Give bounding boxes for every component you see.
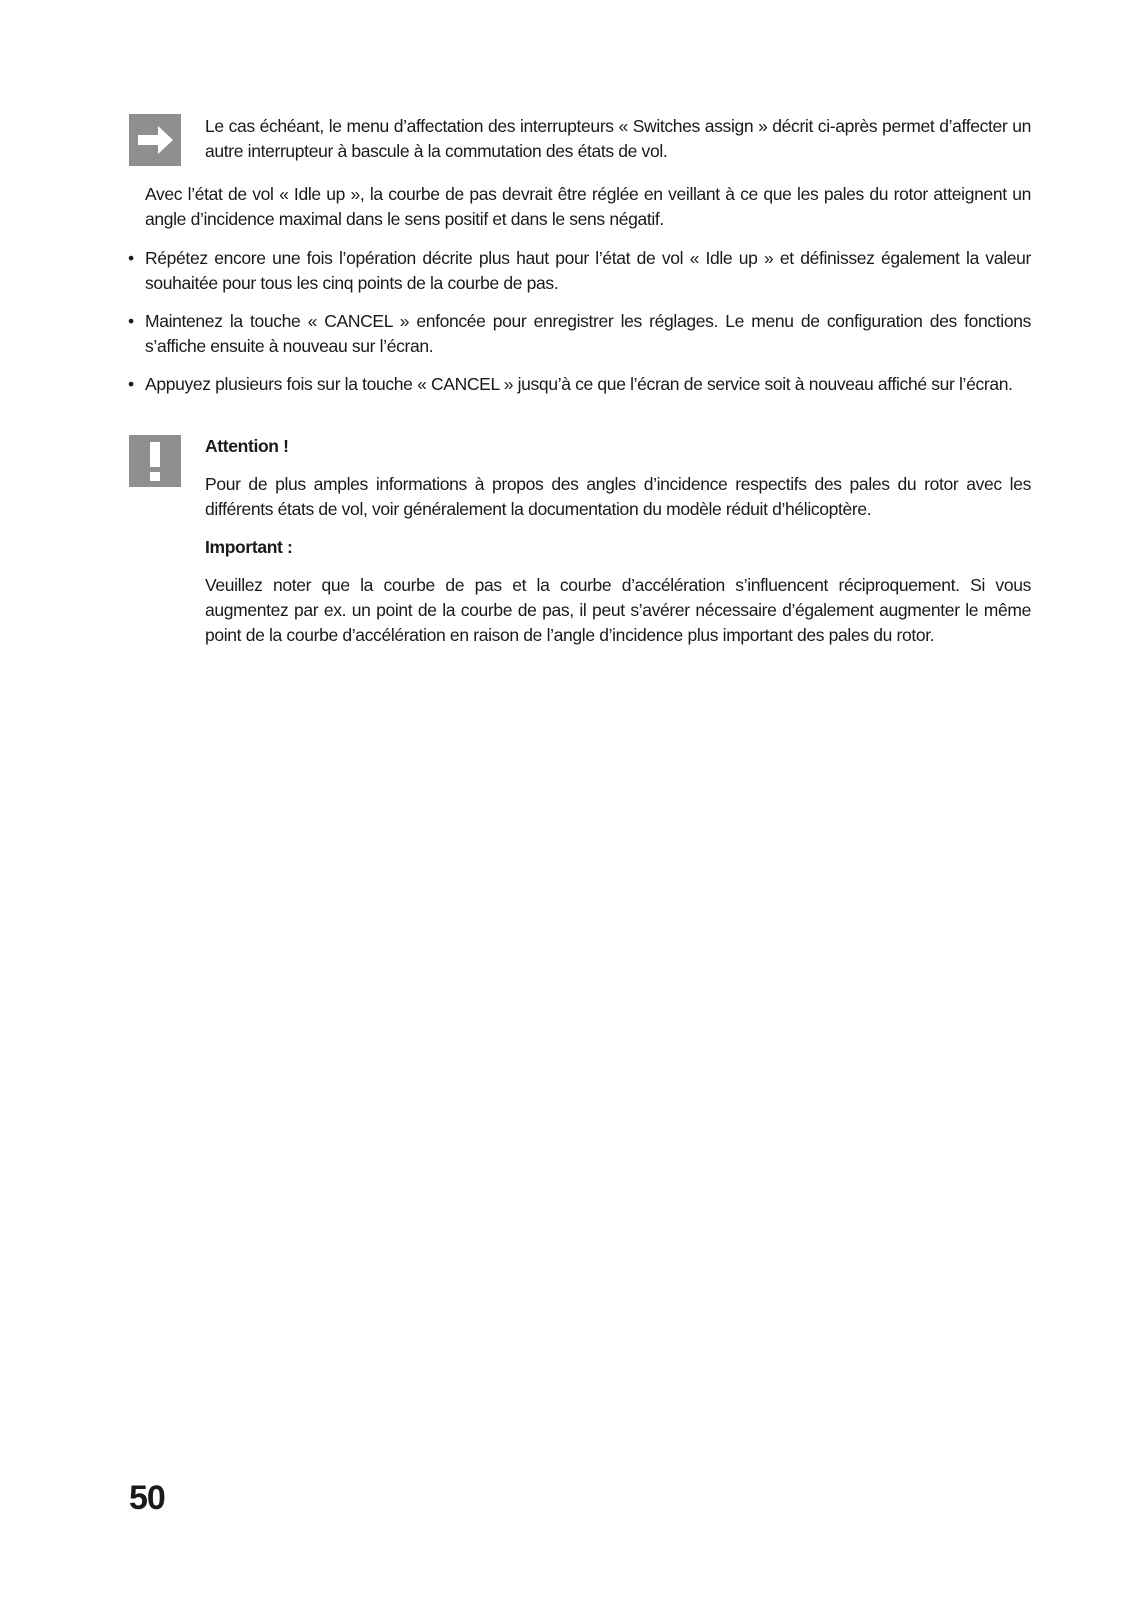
bullet-marker: • (128, 374, 135, 394)
intro-paragraph: Avec l’état de vol « Idle up », la courbe de pas devrait être réglée en veillant à ce que les pales du rotor atteignent un angle d’incidence maximal dans le sens positif et dans le sens négatif. (145, 184, 1031, 229)
bullet-marker: • (128, 311, 135, 331)
arrow-right-icon (129, 114, 181, 166)
list-item: Maintenez la touche « CANCEL » enfoncée pour enregistrer les réglages. Le menu de configuration des fonctions s’affiche ensuite à nouveau sur l’écran. (145, 311, 1031, 356)
important-heading: Important : (205, 537, 293, 557)
list-item: Répétez encore une fois l’opération décrite plus haut pour l’état de vol « Idle up » et définissez également la valeur souhaitée pour tous les cinq points de la courbe de pas. (145, 248, 1031, 293)
exclamation-icon (129, 435, 181, 487)
bullet-marker: • (128, 248, 135, 268)
important-text: Veuillez noter que la courbe de pas et la courbe d’accélération s’influencent réciproquement. Si vous augmentez par ex. un point de la courbe de pas, il peut s’avérer nécessaire d’également augmenter le même point de la courbe d’accélération en raison de l’angle d’incidence plus important des pales du rotor. (205, 575, 1031, 645)
note-text: Le cas échéant, le menu d’affectation des interrupteurs « Switches assign » décrit ci-après permet d’affecter un autre interrupteur à bascule à la commutation des états de vol. (205, 116, 1031, 161)
attention-text: Pour de plus amples informations à propos des angles d’incidence respectifs des pales du rotor avec les différents états de vol, voir généralement la documentation du modèle réduit d’hélicoptère. (205, 474, 1031, 519)
list-item: Appuyez plusieurs fois sur la touche « CANCEL » jusqu’à ce que l’écran de service soit à nouveau affiché sur l’écran. (145, 374, 1013, 394)
page-number: 50 (129, 1479, 165, 1517)
attention-heading: Attention ! (205, 436, 289, 456)
